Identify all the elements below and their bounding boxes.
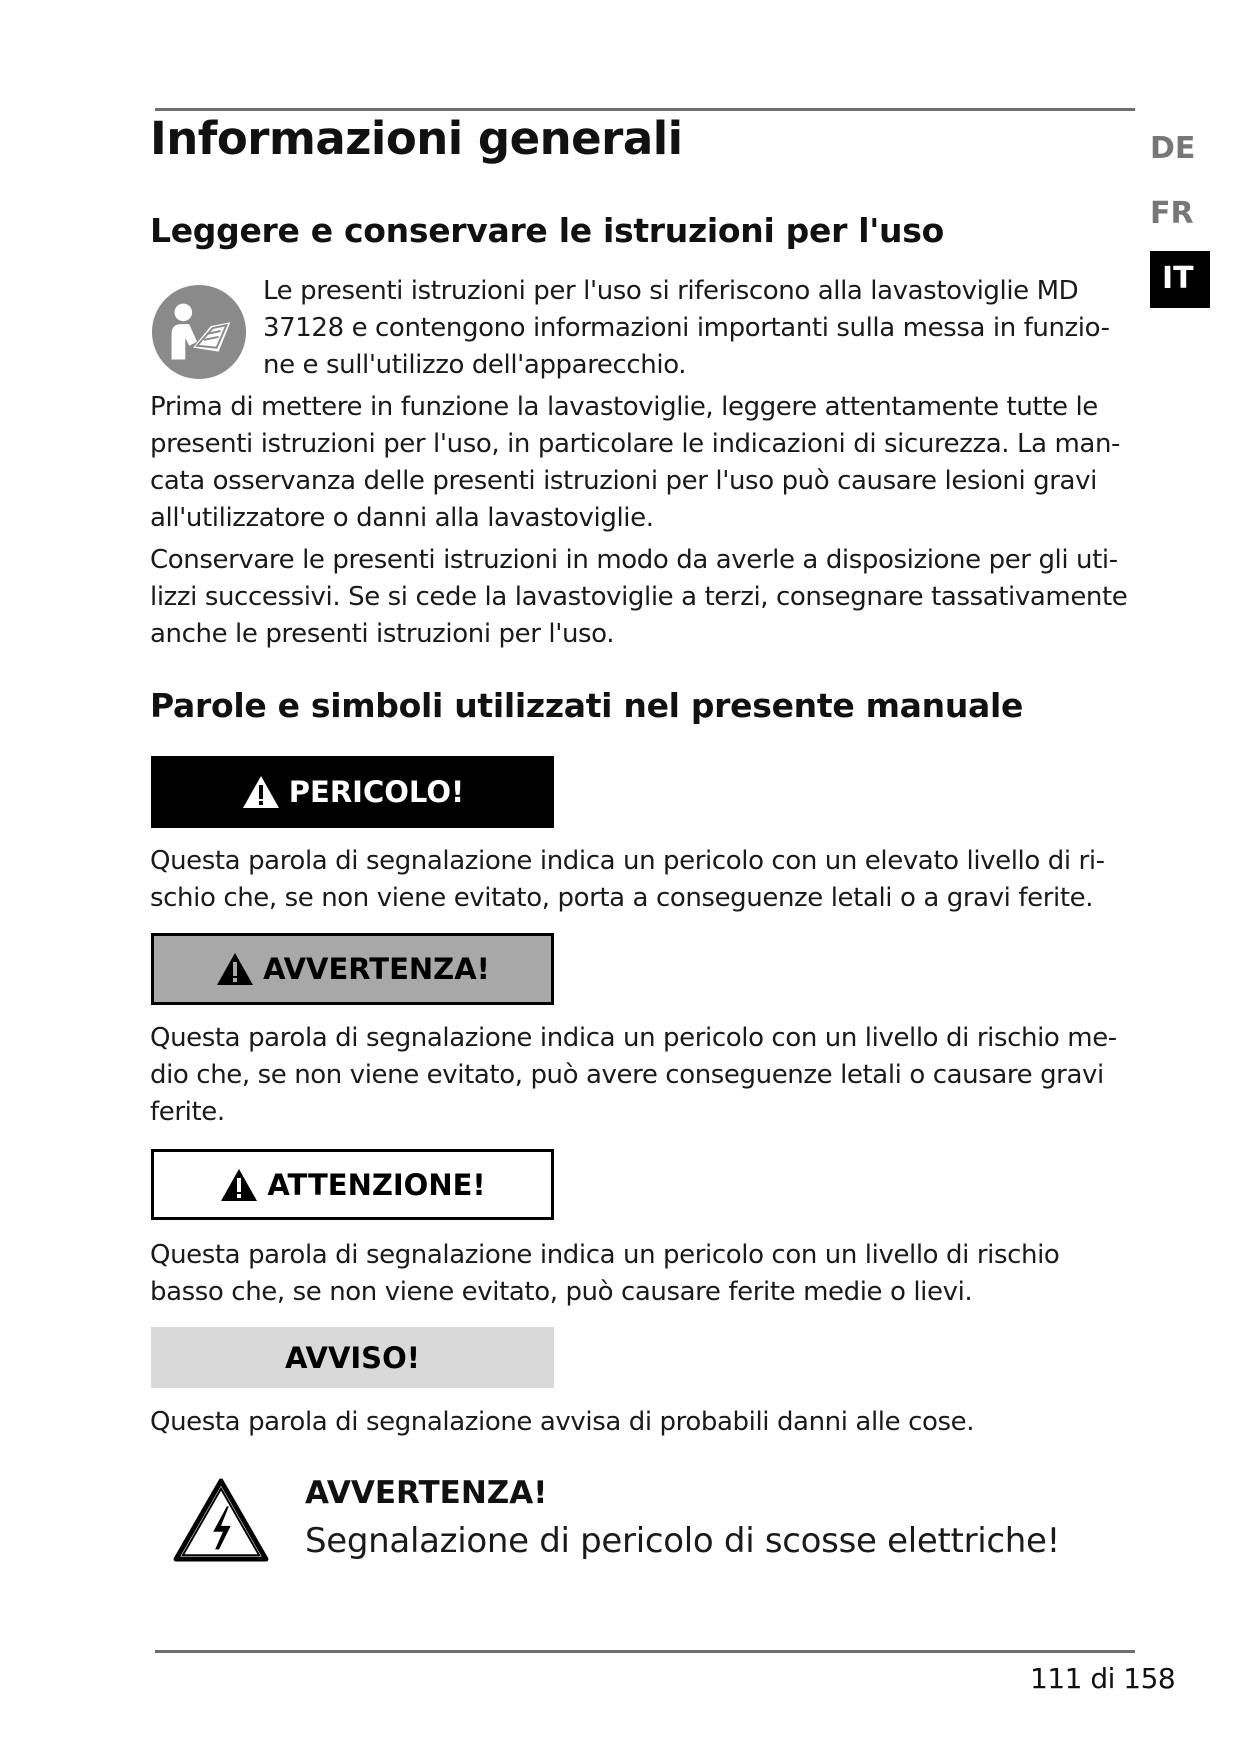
danger-label: PERICOLO!	[288, 775, 465, 809]
notice-signal-box	[151, 1327, 554, 1388]
danger-signal-box	[151, 756, 554, 828]
read-manual-icon	[150, 283, 248, 381]
notice-label: AVVISO!	[285, 1340, 420, 1375]
danger-description: Questa parola di segnalazione indica un pericolo con un elevato livello di ri-schio che, se non viene evitato, porta a conseguenze letali o a gravi ferite.	[150, 846, 1105, 913]
warning-triangle-icon	[241, 774, 281, 810]
caution-label: ATTENZIONE!	[267, 1167, 486, 1202]
section-heading-signal-words: Parole e simboli utilizzati nel presente manuale	[150, 686, 1024, 725]
lang-tab-fr[interactable]: FR	[1150, 196, 1194, 231]
caution-signal-box	[151, 1149, 554, 1220]
section-heading-read-instructions: Leggere e conservare le istruzioni per l'uso	[150, 211, 944, 250]
warning-triangle-icon	[219, 1167, 259, 1203]
intro-text: Le presenti istruzioni per l'uso si riferiscono alla lavastoviglie MD 37128 e contengono informazioni importanti sulla messa in funzio-ne e sull'utilizzo dell'apparecchio.	[263, 276, 1110, 380]
warning-signal-box	[151, 933, 554, 1005]
top-rule	[155, 108, 1135, 111]
warning-triangle-icon	[215, 951, 255, 987]
bottom-rule	[155, 1650, 1135, 1653]
lang-tab-de[interactable]: DE	[1150, 131, 1196, 166]
paragraph-read-carefully: Prima di mettere in funzione la lavastoviglie, leggere attentamente tutte le presenti istruzioni per l'uso, in particolare le indicazioni di sicurezza. La man-cata osservanza delle presenti istruzioni per l'uso può causare lesioni gravi all'utilizzatore o danni alla lavastoviglie.	[150, 392, 1121, 533]
electric-warning-title: AVVERTENZA!	[305, 1475, 548, 1511]
page-title: Informazioni generali	[150, 112, 683, 165]
caution-description: Questa parola di segnalazione indica un pericolo con un livello di rischio basso che, se non viene evitato, può causare ferite medie o lievi.	[150, 1240, 1060, 1307]
warning-label: AVVERTENZA!	[263, 952, 490, 986]
page-number: 111 di 158	[1030, 1662, 1176, 1695]
warning-description: Questa parola di segnalazione indica un pericolo con un livello di rischio me-dio che, se non viene evitato, può avere conseguenze letali o causare gravi ferite.	[150, 1023, 1117, 1127]
notice-description: Questa parola di segnalazione avvisa di probabili danni alle cose.	[150, 1407, 975, 1437]
lang-tab-it-active[interactable]: IT	[1150, 251, 1210, 308]
electric-warning-text: Segnalazione di pericolo di scosse elettriche!	[305, 1521, 1060, 1561]
electric-shock-icon	[172, 1477, 270, 1563]
paragraph-keep-instructions: Conservare le presenti istruzioni in modo da averle a disposizione per gli uti-lizzi successivi. Se si cede la lavastoviglie a terzi, consegnare tassativamente anche le presenti istruzioni per l'uso.	[150, 545, 1128, 649]
